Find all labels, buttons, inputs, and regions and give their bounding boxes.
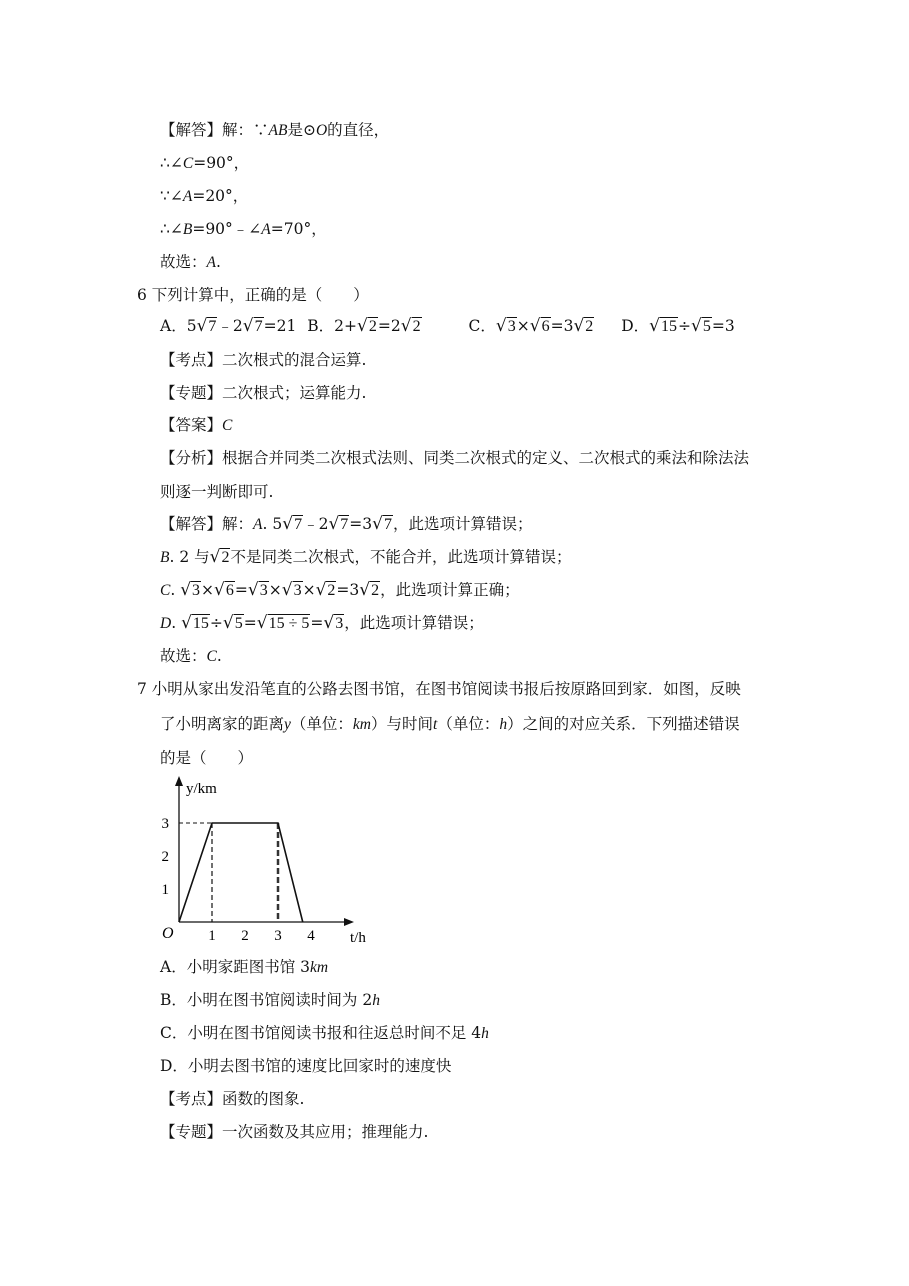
x-tick-label: 3 [274,928,282,944]
q6-options [160,316,735,337]
q6-solution-b: B. 2 与√2不是同类二次根式，不能合并，此选项计算错误； [160,547,572,567]
q6-zhuanti: 【专题】二次根式；运算能力. [160,384,367,402]
q7-option-c: C．小明在图书馆阅读书报和往返总时间不足 4h [160,1024,489,1042]
q5-solution-line2: ∴∠C=90°， [160,154,250,172]
q6-kaodian: 【考点】二次根式的混合运算. [160,351,367,369]
y-axis-arrow [175,776,183,786]
q6-solution-d: D. √15÷√5=√15 ÷ 5=√3，此选项计算错误； [160,613,484,633]
x-tick-label: 1 [208,928,216,944]
q7-zhuanti: 【专题】一次函数及其应用；推理能力. [160,1123,429,1141]
q6-option-c: C．√3×√6=3√2 [468,316,594,336]
q5-choose: 故选：A. [160,253,221,271]
q6-option-a: A．5√7﹣2√7=21 [160,316,297,336]
graph-x-axis-label: t/h [350,930,366,946]
y-tick-label: 3 [161,816,169,832]
q5-solution-line1: 【解答】解：∵AB是⊙O的直径， [160,121,390,139]
q7-kaodian: 【考点】函数的图象. [160,1090,305,1108]
x-tick-label: 4 [307,928,315,944]
q7-option-a: A．小明家距图书馆 3km [160,958,329,976]
q7-distance-time-graph [150,772,380,947]
x-axis-arrow [344,918,354,926]
graph-y-axis-label: y/km [186,781,217,797]
q6-option-d: D．√15÷√5=3 [621,316,735,336]
q5-solution-line3: ∵∠A=20°， [160,187,249,205]
graph-origin-label: O [162,925,174,942]
graph-guide-lines [179,823,278,922]
q6-daan: 【答案】C [160,416,233,434]
distance-series-line [179,823,303,922]
q7-stem-line2: 了小明离家的距离y（单位：km）与时间t（单位：h）之间的对应关系．下列描述错误 [160,715,740,733]
y-tick-label: 2 [161,849,169,865]
graph-series [179,823,303,922]
q6-option-b: B．2+√2=2√2 [307,316,421,336]
q6-solution-c: C. √3×√6=√3×√3×√2=3√2，此选项计算正确； [160,580,520,600]
q6-fenxi-line2: 则逐一判断即可. [160,483,274,501]
q7-option-d: D．小明去图书馆的速度比回家时的速度快 [160,1057,452,1075]
q7-option-b: B．小明在图书馆阅读时间为 2h [160,991,380,1009]
y-tick-label: 1 [161,882,169,898]
q5-solution-line4: ∴∠B=90°﹣∠A=70°， [160,220,327,238]
q6-stem: 6 下列计算中，正确的是（ ） [137,286,369,304]
x-tick-label: 2 [241,928,249,944]
q6-fenxi-line1: 【分析】根据合并同类二次根式法则、同类二次根式的定义、二次根式的乘法和除法法 [160,449,750,467]
q7-stem-line1: 7 小明从家出发沿笔直的公路去图书馆，在图书馆阅读书报后按原路回到家．如图，反映 [137,680,741,698]
q6-solution-a: 【解答】解：A. 5√7﹣2√7=3√7，此选项计算错误； [160,514,533,534]
q6-choose: 故选：C. [160,647,222,665]
q7-stem-line3: 的是（ ） [160,749,254,767]
